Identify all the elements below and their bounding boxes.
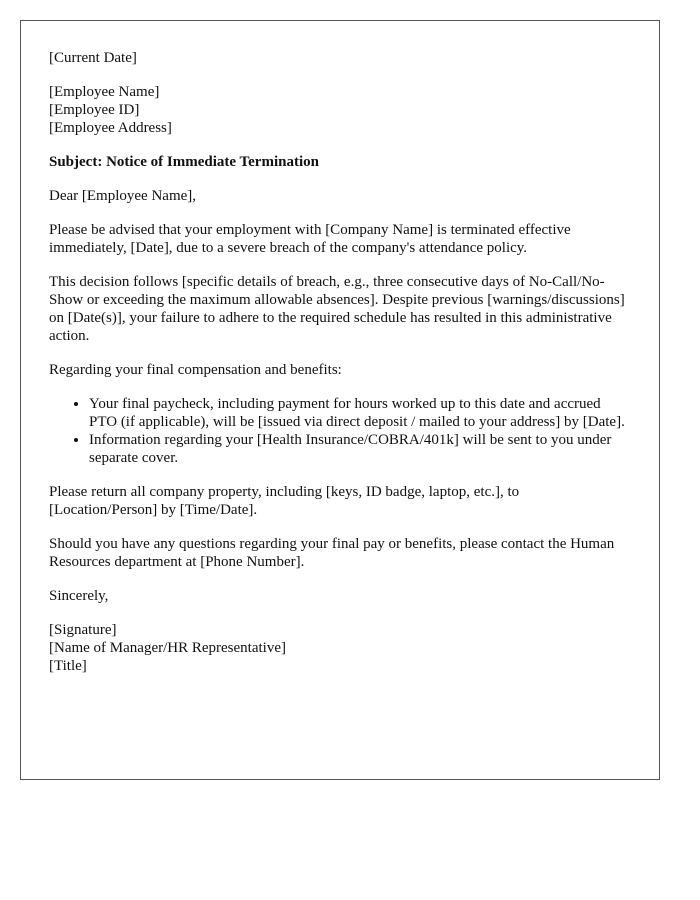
letter-subject: Subject: Notice of Immediate Termination — [49, 154, 319, 170]
paragraph-breach-details: This decision follows [specific details of breach, e.g., three consecutive days of No-Call/No-Show or exceeding the maximum allowable absences]. Despite previous [warnings/discussions] on [Date(s)], your failure to adhere to the required schedule has resulted in this administrative action. — [49, 274, 625, 344]
employee-name: [Employee Name] — [49, 84, 160, 100]
list-item-benefits-info: • Information regarding your [Health Insurance/COBRA/401k] will be sent to you under separate cover. — [89, 431, 631, 467]
employee-id: [Employee ID] — [49, 102, 140, 118]
employee-address: [Employee Address] — [49, 120, 172, 136]
signer-title: [Title] — [49, 658, 87, 674]
paragraph-contact-hr: Should you have any questions regarding your final pay or benefits, please contact the Human Resources department at [Phone Number]. — [49, 536, 615, 570]
compensation-list — [49, 395, 631, 467]
paragraph-termination-notice: Please be advised that your employment with [Company Name] is terminated effective immediately, [Date], due to a severe breach of the company's attendance policy. — [49, 222, 571, 256]
signer-name: [Name of Manager/HR Representative] — [49, 640, 286, 656]
salutation: Dear [Employee Name], — [49, 188, 197, 204]
recipient-block — [49, 83, 631, 137]
paragraph-compensation-intro: Regarding your final compensation and benefits: — [49, 362, 342, 378]
letter-date: [Current Date] — [49, 50, 137, 66]
signature: [Signature] — [49, 622, 117, 638]
termination-letter — [20, 20, 660, 780]
list-item-final-paycheck: • Your final paycheck, including payment for hours worked up to this date and accrued PTO (if applicable), will be [issued via direct deposit / mailed to your address] by [Date]. — [89, 395, 631, 431]
closing: Sincerely, — [49, 588, 109, 604]
paragraph-return-property: Please return all company property, including [keys, ID badge, laptop, etc.], to [Location/Person] by [Time/Date]. — [49, 484, 520, 518]
signature-block — [49, 621, 631, 675]
